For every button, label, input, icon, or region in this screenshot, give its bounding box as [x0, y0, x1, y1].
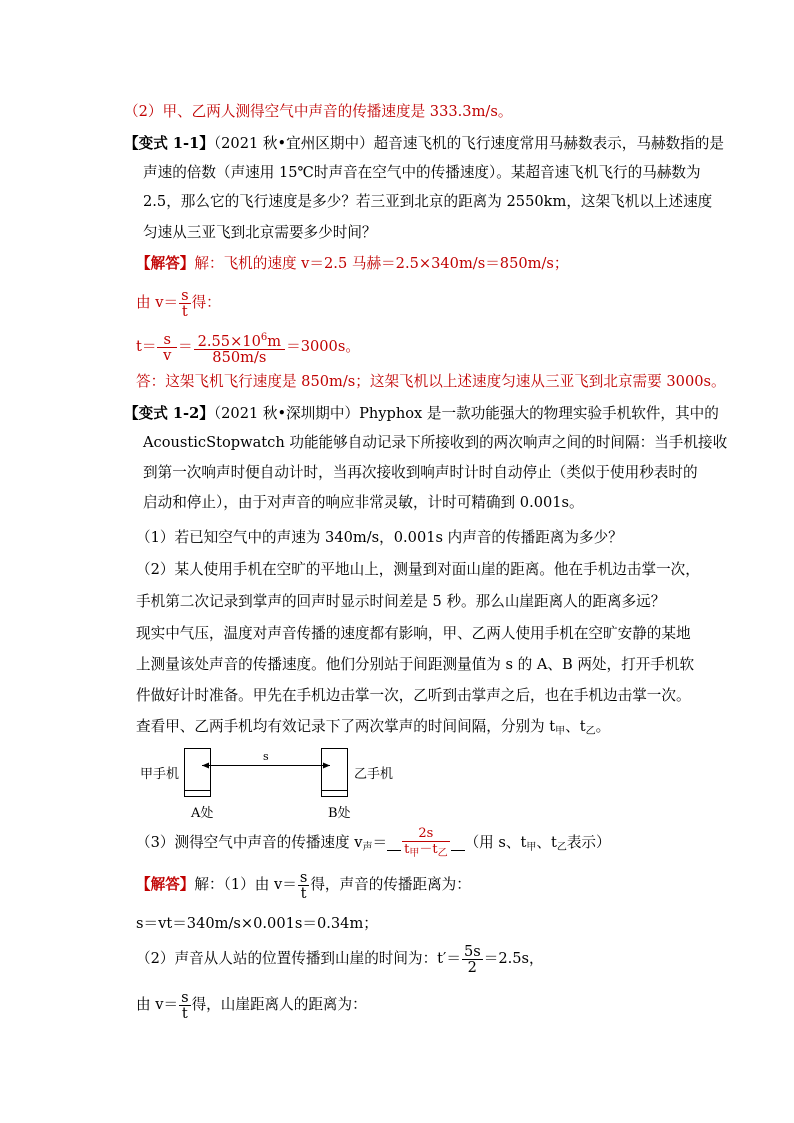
label-distance-s: s [263, 750, 269, 763]
question-1: （1）若已知空气中的声速为 340m/s，0.001s 内声音的传播距离为多少？ [136, 529, 623, 546]
paragraph-line-2: 上测量该处声音的传播速度。他们分别站于间距测量值为 s 的 A、B 两处，打开手机软 [136, 656, 695, 673]
fraction-distance-over-speed: $\frac{2.55\times 10^6m}{850m/s}$ [194, 330, 286, 365]
phone-b-box [322, 749, 348, 797]
paragraph-line-3: 件做好计时准备。甲先在手机边击掌一次，乙听到击掌声之后，也在手机边击掌一次。 [136, 687, 691, 704]
answer-line-2: （2）甲、乙两人测得空气中声音的传播速度是 333.3m/s。 [124, 103, 513, 120]
fraction-5s-over-2: $\frac{5s}{2}$ [463, 942, 481, 976]
answer-fraction: $\frac{2s}{t_甲-t_乙}$ [404, 825, 448, 859]
label-jia-phone: 甲手机 [140, 767, 180, 782]
question-2-line-1: （2）某人使用手机在空旷的平地山上，测量到对面山崖的距离。他在手机边击掌一次， [136, 561, 700, 578]
answer-1-line-1: 【解答】解：飞机的速度 v＝2.5 马赫＝2.5×340m/s＝850m/s； [136, 255, 569, 272]
question-2-line-2: 手机第二次记录到掌声的回声时显示时间差是 5 秒。那么山崖距离人的距离多远？ [136, 593, 666, 610]
paragraph-line-4: 查看甲、乙两手机均有效记录下了两次掌声的时间间隔，分别为 $t_甲$、$t_乙$。 [136, 718, 611, 737]
answer-2-line-3: （2）声音从人站的位置传播到山崖的时间为：t′＝ $\frac{5s}{2}$ ＝2.5s， [136, 942, 544, 976]
answer-1-time-calc: t＝ $\frac{s}{v}$ ＝ $\frac{2.55\times 10^6m}{850m/s}$ ＝3000s。 [136, 330, 360, 366]
question-3: （3）测得空气中声音的传播速度 $v_声=$ $\frac{2s}{t_甲-t_乙}$ （用 s、$t_甲$、$t_乙$表示） [136, 825, 611, 859]
variant-1-2-line-4: 启动和停止），由于对声音的响应非常灵敏，计时可精确到 0.001s。 [143, 494, 584, 511]
variant-tag: 【变式 1-1】 [124, 135, 214, 152]
fraction-s-over-v: $\frac{s}{v}$ [157, 332, 177, 363]
variant-tag: 【变式 1-2】 [124, 405, 214, 422]
fraction-s-over-t: $\frac{s}{t}$ [181, 286, 189, 320]
variant-1-1-line-4: 匀速从三亚飞到北京需要多少时间？ [143, 224, 377, 241]
blank-underline-left [387, 850, 401, 851]
paragraph-line-1: 现实中气压，温度对声音传播的速度都有影响，甲、乙两人使用手机在空旷安静的某地 [136, 625, 691, 642]
answer-2-line-1: 【解答】解：（1）由 v＝ $\frac{s}{t}$ 得，声音的传播距离为： [136, 868, 471, 902]
phone-a-box [185, 749, 211, 797]
fraction-s-over-t-3: $\frac{s}{t}$ [181, 988, 189, 1022]
label-a: A处 [191, 806, 214, 821]
answer-1-final: 答：这架飞机飞行速度是 850m/s；这架飞机以上述速度匀速从三亚飞到北京需要 3000s。 [136, 373, 726, 390]
answer-2-line-2: s＝vt＝340m/s×0.001s＝0.34m； [136, 915, 378, 932]
variant-1-2-line-3: 到第一次响声时便自动计时，当再次接收到响声时计时自动停止（类似于使用秒表时的 [143, 464, 698, 481]
variant-1-2-line-2: AcousticStopwatch 功能能够自动记录下所接收到的两次响声之间的时间隔：当手机接收 [143, 434, 728, 451]
blank-underline-right [451, 850, 465, 851]
label-yi-phone: 乙手机 [354, 767, 394, 782]
fraction-s-over-t-2: $\frac{s}{t}$ [299, 868, 308, 902]
answer-tag-2: 【解答】 [136, 876, 195, 893]
phone-diagram [140, 745, 400, 820]
label-b: B处 [328, 806, 351, 821]
variant-1-2-line-1: 【变式 1-2】（2021 秋•深圳期中）Phyphox 是一款功能强大的物理实验手机软件，其中的 [124, 405, 719, 422]
answer-1-formula-line: 由 v＝ $\frac{s}{t}$ 得： [136, 286, 221, 320]
answer-tag: 【解答】 [136, 255, 195, 272]
variant-1-1-line-1: 【变式 1-1】（2021 秋•宜州区期中）超音速飞机的飞行速度常用马赫数表示，马赫数指的是 [124, 135, 724, 152]
variant-1-1-line-2: 声速的倍数（声速用 15℃时声音在空气中的传播速度）。某超音速飞机飞行的马赫数为 [143, 164, 701, 181]
variant-1-1-line-3: 2.5，那么它的飞行速度是多少？若三亚到北京的距离为 2550km，这架飞机以上述速度 [143, 193, 713, 210]
answer-2-line-4: 由 v＝ $\frac{s}{t}$ 得，山崖距离人的距离为： [136, 988, 367, 1022]
